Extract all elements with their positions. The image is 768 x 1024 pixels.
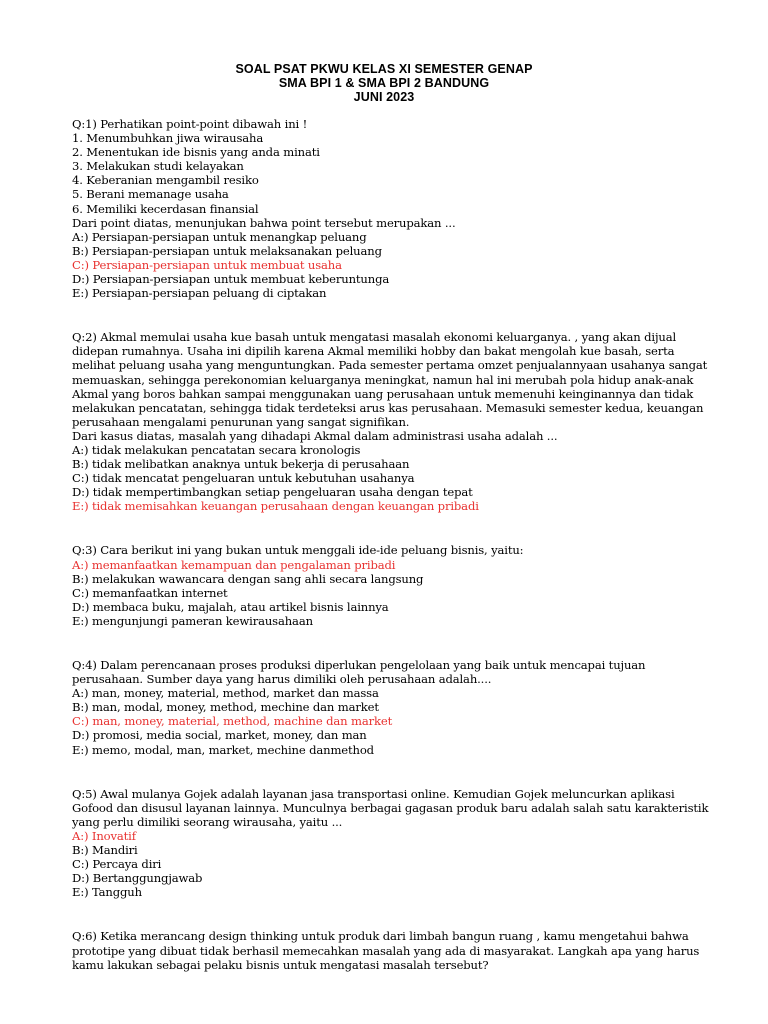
header-date: JUNI 2023 (353, 90, 415, 104)
question-text: Q:2) Akmal memulai usaha kue basah untuk mengatasi masalah ekonomi keluarganya. , yang akan dijual didepan rumahnya. Usaha ini dipilih karena Akmal memiliki hobby dan bakat mengolah kue basah, serta melihat peluang usaha yang menguntungkan. Pada semester pertama omzet penjualannyaan usahanya sangat memuaskan, sehingga perekonomian keluarganya meningkat, namun hal ini merubah pola hidup anak-anak Akmal yang boros bahkan sampai menggunakan uang perusahaan untuk memenuhi keinginannya dan tidak melakukan pencatatan, sehingga tidak terdeteksi arus kas perusahaan. Memasuki semester kedua, keuangan perusahaan mengalami penurunan yang sangat signifikan. (72, 330, 708, 429)
answer-option: C:) Percaya diri (72, 857, 162, 872)
answer-option: A:) Persiapan-persiapan untuk menangkap peluang (72, 229, 367, 244)
question-1 (72, 117, 712, 300)
answer-option: B:) tidak melibatkan anaknya untuk bekerja di perusahaan (72, 457, 410, 472)
answer-option: D:) membaca buku, majalah, atau artikel bisnis lainnya (72, 599, 389, 614)
question-line: 6. Memiliki kecerdasan finansial (72, 201, 259, 216)
question-line: 4. Keberanian mengambil resiko (72, 173, 259, 188)
question-text: Q:4) Dalam perencanaan proses produksi diperlukan pengelolaan yang baik untuk mencapai tujuan perusahaan. Sumber daya yang harus dimiliki oleh perusahaan adalah.... (72, 658, 646, 687)
question-line: 1. Menumbuhkan jiwa wirausaha (72, 131, 264, 146)
question-line: Dari kasus diatas, masalah yang dihadapi Akmal dalam administrasi usaha adalah ... (72, 428, 558, 443)
answer-option: A:) tidak melakukan pencatatan secara kronologis (72, 442, 361, 457)
question-2 (72, 330, 712, 513)
answer-option-correct: C:) Persiapan-persiapan untuk membuat usaha (72, 257, 342, 272)
answer-option: D:) Persiapan-persiapan untuk membuat keberuntunga (72, 272, 390, 287)
question-5 (72, 787, 712, 900)
answer-option: D:) tidak mempertimbangkan setiap pengeluaran usaha dengan tepat (72, 485, 473, 500)
question-6 (72, 929, 712, 971)
answer-option: A:) man, money, material, method, market dan massa (72, 686, 379, 701)
answer-option-correct: A:) Inovatif (72, 828, 136, 843)
answer-option-correct: C:) man, money, material, method, machine dan market (72, 714, 393, 729)
header-school: SMA BPI 1 & SMA BPI 2 BANDUNG (278, 76, 490, 90)
question-text: Q:5) Awal mulanya Gojek adalah layanan jasa transportasi online. Kemudian Gojek meluncurkan aplikasi Gofood dan disusul layanan lainnya. Munculnya berbagai gagasan produk baru adalah salah satu karakteristik yang perlu dimiliki seorang wirausaha, yaitu ... (72, 786, 709, 829)
question-line: 2. Menentukan ide bisnis yang anda minati (72, 145, 320, 160)
answer-option: C:) memanfaatkan internet (72, 585, 228, 600)
question-list (72, 117, 712, 972)
question-line: 3. Melakukan studi kelayakan (72, 159, 244, 174)
answer-option: B:) Persiapan-persiapan untuk melaksanakan peluang (72, 243, 382, 258)
answer-option: E:) Tangguh (72, 885, 142, 900)
answer-option: B:) man, modal, money, method, mechine dan market (72, 700, 379, 715)
header-title: SOAL PSAT PKWU KELAS XI SEMESTER GENAP (235, 62, 533, 76)
question-line: Dari point diatas, menunjukan bahwa point tersebut merupakan ... (72, 215, 456, 230)
answer-option: E:) mengunjungi pameran kewirausahaan (72, 613, 313, 628)
answer-option: B:) melakukan wawancara dengan sang ahli secara langsung (72, 571, 424, 586)
question-line: 5. Berani memanage usaha (72, 187, 229, 202)
question-text: Q:6) Ketika merancang design thinking untuk produk dari limbah bangun ruang , kamu mengetahui bahwa prototipe yang dibuat tidak berhasil memecahkan masalah yang ada di masyarakat. Langkah apa yang harus kamu lakukan sebagai pelaku bisnis untuk mengatasi masalah tersebut? (72, 929, 700, 972)
answer-option: E:) Persiapan-persiapan peluang di ciptakan (72, 286, 327, 301)
answer-option: E:) memo, modal, man, market, mechine danmethod (72, 742, 374, 757)
answer-option: D:) promosi, media social, market, money, dan man (72, 728, 367, 743)
document-header (0, 62, 768, 104)
answer-option-correct: E:) tidak memisahkan keuangan perusahaan dengan keuangan pribadi (72, 499, 479, 514)
answer-option: D:) Bertanggungjawab (72, 871, 203, 886)
answer-option: B:) Mandiri (72, 843, 138, 858)
answer-option: C:) tidak mencatat pengeluaran untuk kebutuhan usahanya (72, 471, 415, 486)
question-text: Q:3) Cara berikut ini yang bukan untuk menggali ide-ide peluang bisnis, yaitu: (72, 543, 524, 558)
question-text: Q:1) Perhatikan point-point dibawah ini ! (72, 117, 308, 131)
question-3 (72, 543, 712, 628)
question-4 (72, 658, 712, 757)
answer-option-correct: A:) memanfaatkan kemampuan dan pengalaman pribadi (72, 557, 396, 572)
